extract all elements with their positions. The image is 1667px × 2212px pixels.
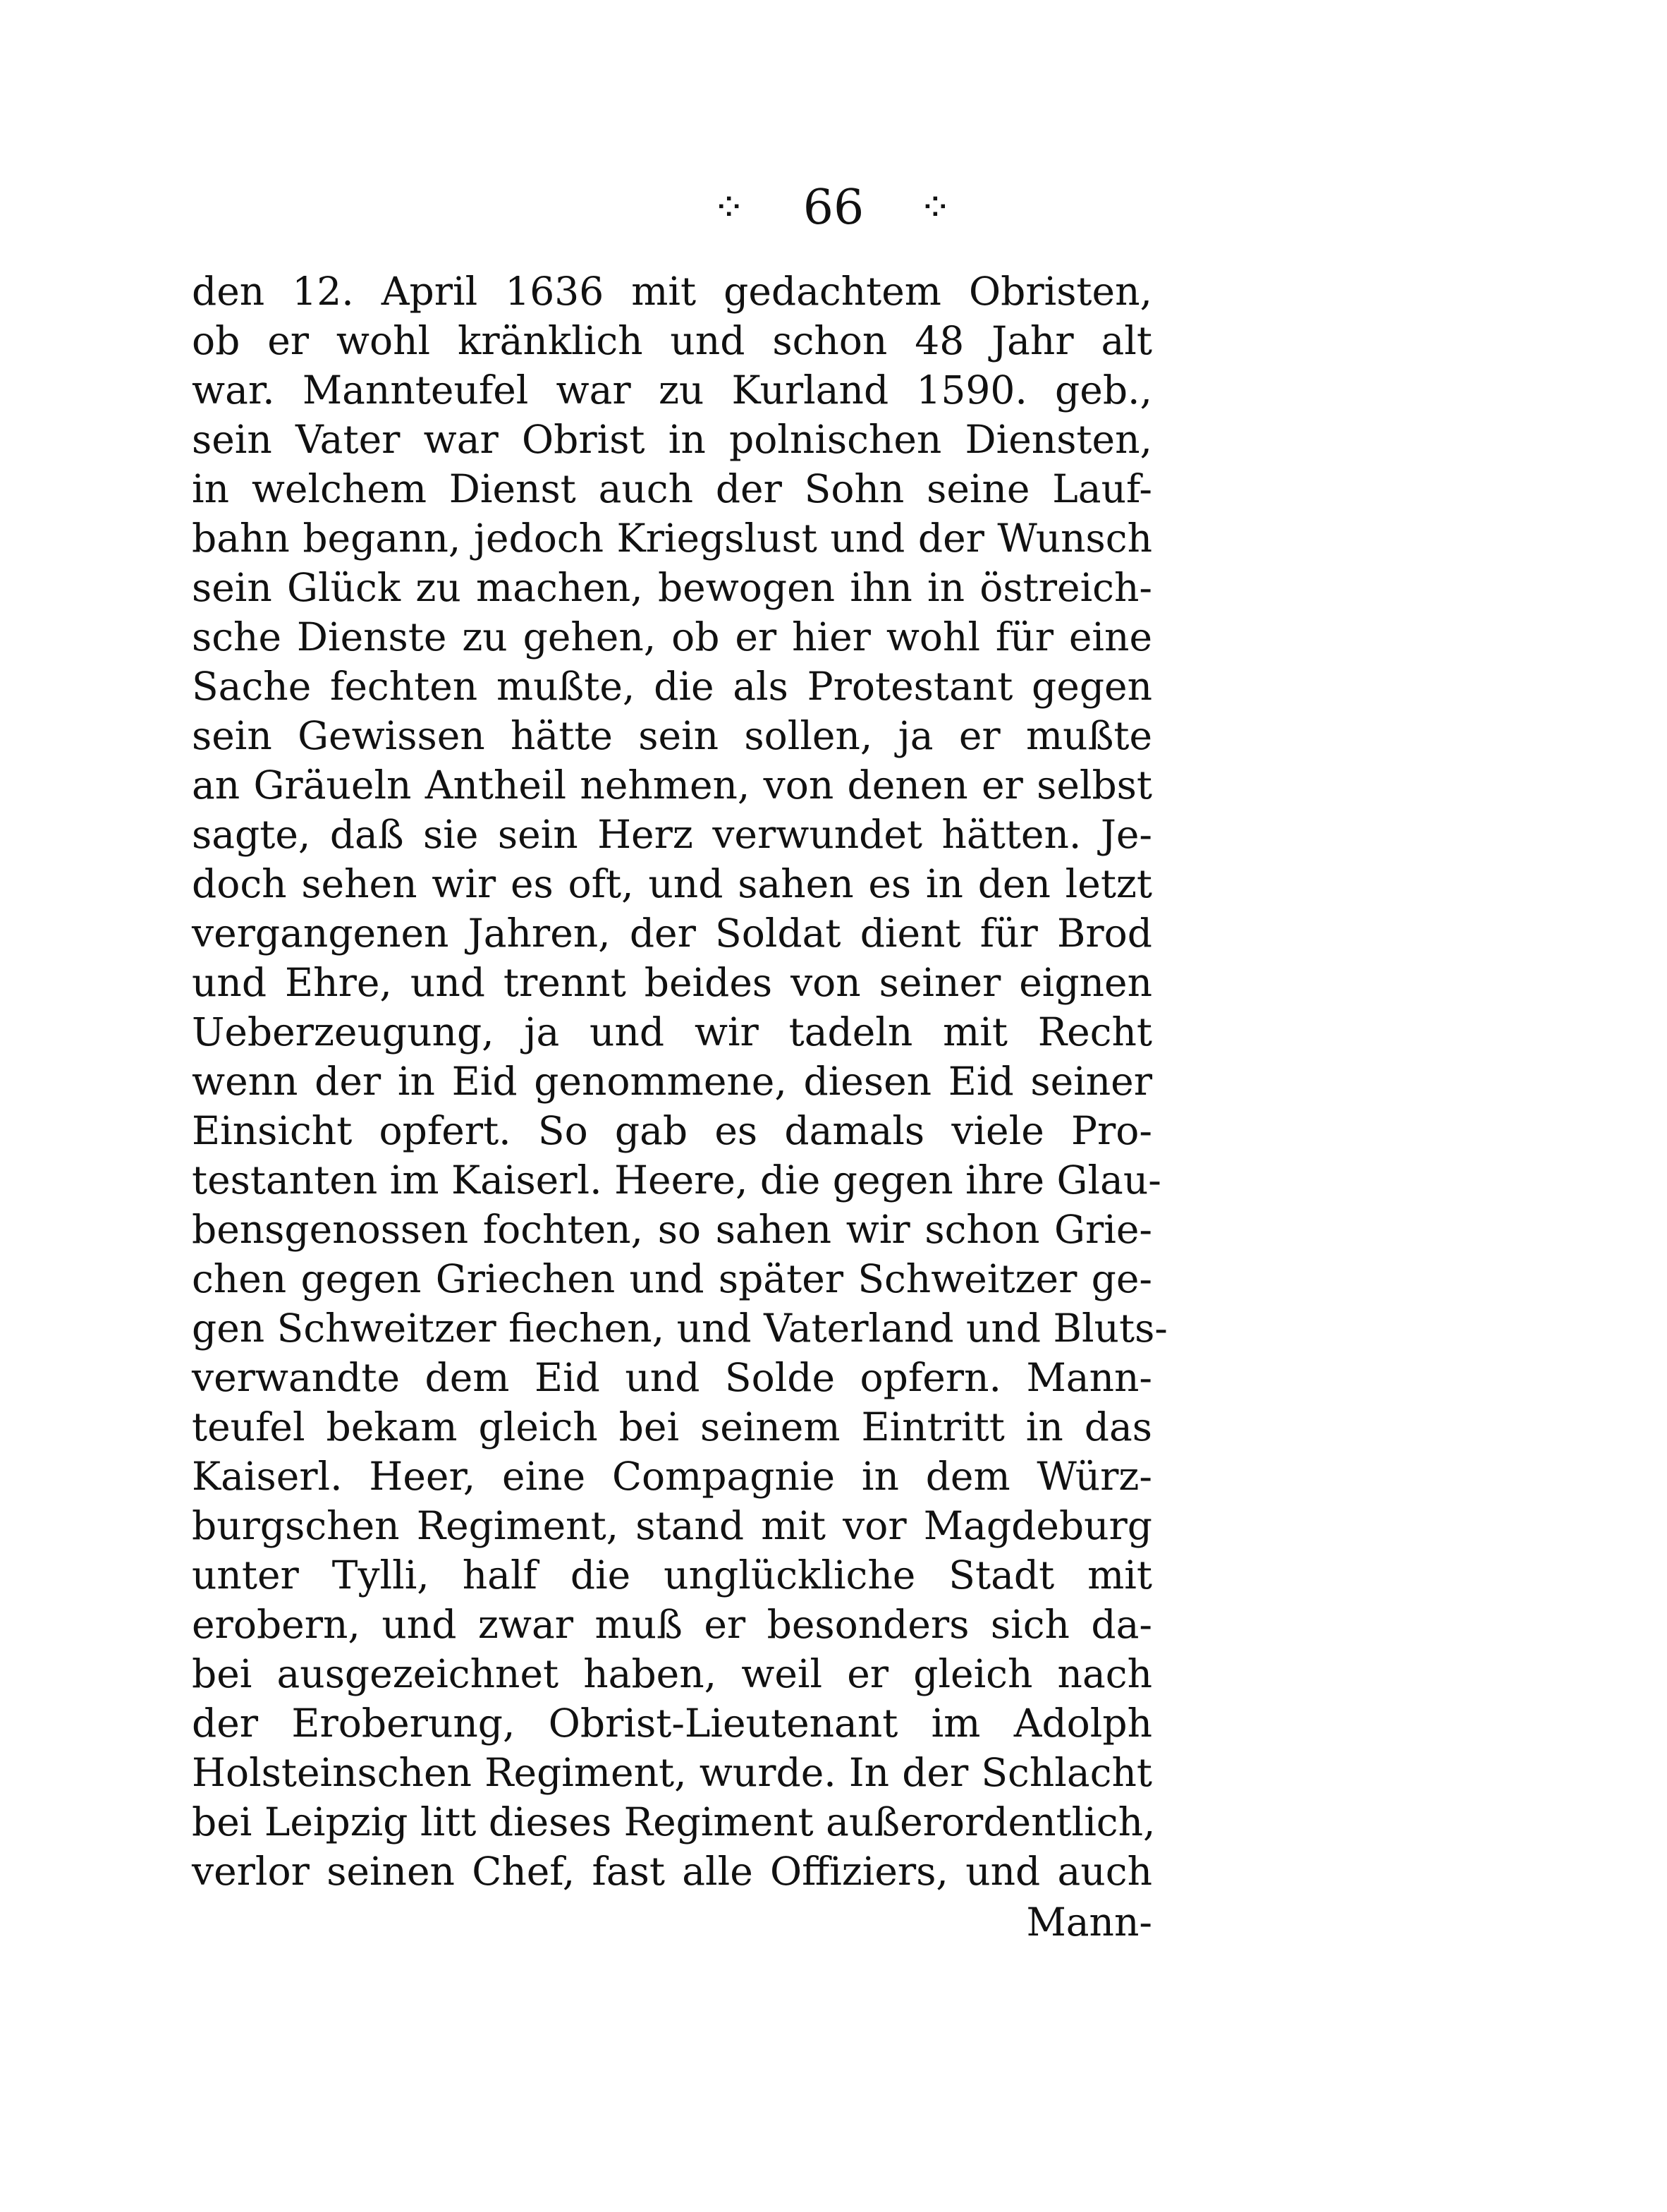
text-line: bensgenossen fochten, so sahen wir schon Grie-	[192, 1207, 1152, 1252]
text-line: und Ehre, und trennt beides von seiner eignen	[192, 960, 1152, 1005]
text-line: sche Dienste zu gehen, ob er hier wohl für eine	[192, 614, 1152, 660]
text-line: sagte, daß sie sein Herz verwundet hätten. Je-	[192, 812, 1152, 857]
catchword: Mann-	[1026, 1900, 1152, 1945]
text-line: in welchem Dienst auch der Sohn seine Lauf-	[192, 466, 1152, 511]
text-line: sein Gewissen hätte sein sollen, ja er mußte	[192, 713, 1152, 758]
text-line: Kaiserl. Heer, eine Compagnie in dem Würz-	[192, 1454, 1152, 1499]
text-line: bei ausgezeichnet haben, weil er gleich nach	[192, 1651, 1152, 1696]
text-line: bei Leipzig litt dieses Regiment außerordentlich,	[192, 1799, 1156, 1845]
text-line: verwandte dem Eid und Solde opfern. Mann-	[192, 1355, 1152, 1400]
page-header	[0, 176, 1667, 236]
text-line: war. Mannteufel war zu Kurland 1590. geb.,	[192, 367, 1152, 413]
text-line: der Eroberung, Obrist-Lieutenant im Adolph	[192, 1701, 1152, 1746]
text-line: verlor seinen Chef, fast alle Offiziers, und auch	[192, 1849, 1152, 1894]
text-line: bahn begann, jedoch Kriegslust und der Wunsch	[192, 516, 1152, 561]
text-line: unter Tylli, half die unglückliche Stadt mit	[192, 1552, 1152, 1598]
ornament-left-icon: ⁘	[712, 184, 749, 231]
text-line: gen Schweitzer fiechen, und Vaterland und Bluts-	[192, 1306, 1168, 1351]
text-line: erobern, und zwar muß er besonders sich da-	[192, 1602, 1152, 1647]
text-line: Einsicht opfert. So gab es damals viele Pro-	[192, 1108, 1152, 1153]
text-line: teufel bekam gleich bei seinem Eintritt in das	[192, 1404, 1152, 1450]
text-line: doch sehen wir es oft, und sahen es in den letzt	[192, 861, 1152, 906]
text-line: burgschen Regiment, stand mit vor Magdeburg	[192, 1503, 1152, 1548]
text-line: Holsteinschen Regiment, wurde. In der Schlacht	[192, 1750, 1152, 1795]
text-line: sein Glück zu machen, bewogen ihn in östreich-	[192, 565, 1152, 610]
text-line: chen gegen Griechen und später Schweitzer ge-	[192, 1256, 1152, 1301]
body-text	[192, 267, 1168, 1896]
text-line: Ueberzeugung, ja und wir tadeln mit Recht	[192, 1009, 1152, 1055]
text-line: ob er wohl kränklich und schon 48 Jahr alt	[192, 318, 1152, 363]
text-line: Sache fechten mußte, die als Protestant gegen	[192, 664, 1152, 709]
text-line: an Gräueln Antheil nehmen, von denen er selbst	[192, 762, 1152, 808]
text-line: sein Vater war Obrist in polnischen Diensten,	[192, 417, 1152, 462]
text-line: vergangenen Jahren, der Soldat dient für Brod	[192, 911, 1152, 956]
page-number: 66	[802, 179, 865, 236]
text-line: testanten im Kaiserl. Heere, die gegen ihre Glau-	[192, 1157, 1161, 1203]
ornament-right-icon: ⁘	[918, 184, 955, 231]
text-line: wenn der in Eid genommene, diesen Eid seiner	[192, 1059, 1152, 1104]
text-line: den 12. April 1636 mit gedachtem Obristen,	[192, 269, 1152, 314]
